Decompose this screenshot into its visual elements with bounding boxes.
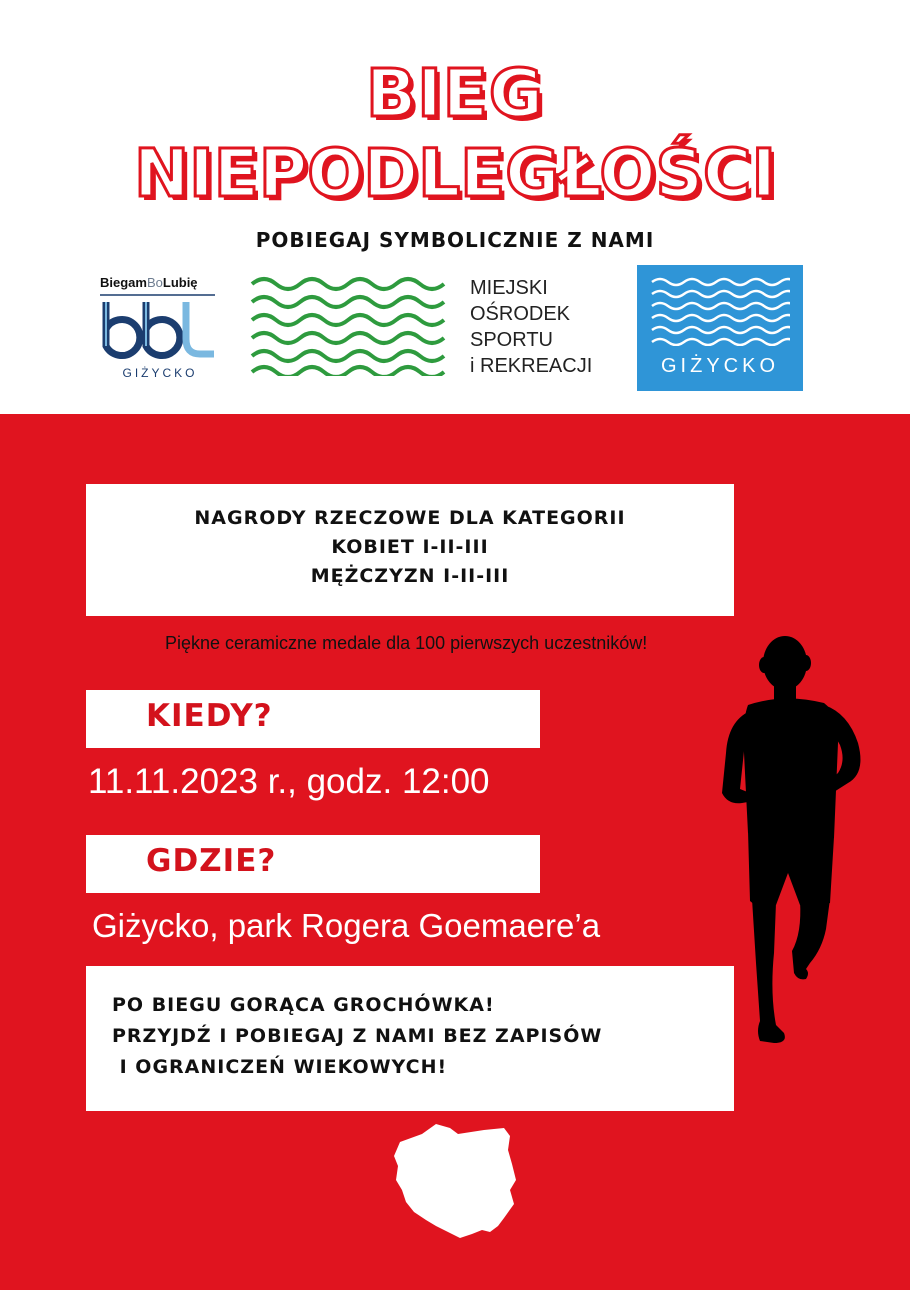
bbl-logo: [100, 294, 220, 364]
bbl-logo-text-part2: Bo: [146, 275, 163, 290]
mosir-line: i REKREACJI: [470, 355, 593, 377]
green-waves-icon: [250, 276, 450, 376]
poland-map-icon: [392, 1120, 522, 1245]
bbl-logo-city: GIŻYCKO: [122, 366, 198, 380]
mosir-line: OŚRODEK: [470, 303, 571, 325]
title-line-1: BIEG: [365, 55, 545, 132]
prizes-line-3: MĘŻCZYZN I-II-III: [310, 565, 510, 587]
when-label: KIEDY?: [146, 698, 273, 734]
bbl-logo-text-part1: Biegam: [100, 275, 147, 290]
prizes-line-2: KOBIET I-II-III: [331, 536, 489, 558]
footer-note-line-2: PRZYJDŹ I POBIEGAJ Z NAMI BEZ ZAPISÓW: [112, 1025, 603, 1047]
mosir-line: MIEJSKI: [470, 277, 548, 299]
gizycko-waves-icon: [650, 276, 790, 346]
prizes-line-1: NAGRODY RZECZOWE DLA KATEGORII: [194, 507, 626, 529]
when-value: 11.11.2023 r., godz. 12:00: [88, 762, 490, 801]
mosir-logo-text: [470, 275, 592, 379]
where-label-box: [86, 835, 540, 893]
mosir-line: SPORTU: [470, 329, 553, 351]
title-line-2: NIEPODLEGŁOŚCI: [133, 135, 777, 212]
subtitle: POBIEGAJ SYMBOLICZNIE Z NAMI: [255, 228, 655, 252]
gizycko-logo-label: GIŻYCKO: [660, 355, 779, 377]
medals-text: Piękne ceramiczne medale dla 100 pierwszych uczestników!: [165, 633, 648, 653]
bbl-logo-text: [100, 275, 198, 290]
footer-note-line-1: PO BIEGU GORĄCA GROCHÓWKA!: [112, 994, 495, 1016]
where-label: GDZIE?: [146, 843, 277, 879]
where-value: Giżycko, park Rogera Goemaere’a: [92, 907, 601, 944]
bbl-logo-text-part3: Lubię: [162, 275, 198, 290]
footer-note-box: [86, 966, 734, 1111]
footer-note-line-3: I OGRANICZEŃ WIEKOWYCH!: [112, 1056, 448, 1078]
prizes-box: [86, 484, 734, 616]
runner-silhouette-icon: [718, 633, 868, 1048]
when-label-box: [86, 690, 540, 748]
